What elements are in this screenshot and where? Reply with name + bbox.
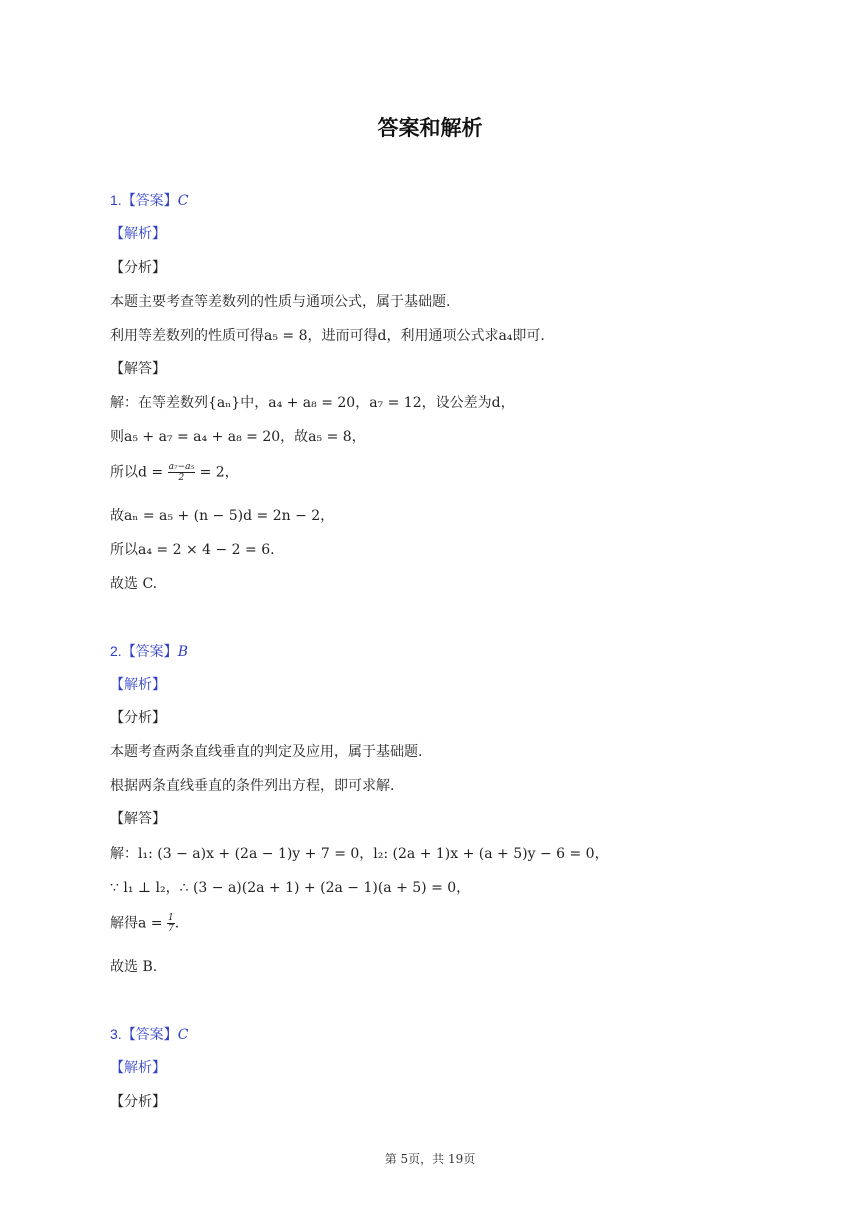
q1-jieda-label: 【解答】 — [110, 361, 166, 377]
q1-s3-suffix: = 2， — [199, 464, 239, 481]
q2-answer-tag: 【答案】 — [121, 644, 178, 660]
q3-answer-tag: 【答案】 — [121, 1027, 178, 1043]
q3-answer-value: C — [177, 1027, 189, 1043]
q2-fraction-denominator: 7 — [167, 924, 174, 934]
q2-answer-line — [110, 641, 188, 662]
q1-answer-tag: 【答案】 — [121, 193, 178, 209]
q1-solution-line-2: 则a₅ + a₇ = a₄ + a₈ = 20，故a₅ = 8， — [110, 429, 366, 445]
q2-fenxi-label: 【分析】 — [110, 710, 166, 726]
q1-solution-line-4: 故aₙ = a₅ + (n − 5)d = 2n − 2， — [110, 508, 335, 524]
q1-fraction — [168, 462, 196, 483]
q1-solution-line-3 — [110, 462, 239, 483]
q1-fenxi-label: 【分析】 — [110, 260, 166, 276]
q2-jiexi-label: 【解析】 — [110, 677, 166, 693]
q2-number: 2. — [110, 643, 122, 659]
q2-solution-line-1: 解：l₁: (3 − a)x + (2a − 1)y + 7 = 0，l₂: (2a + 1)x + (a + 5)y − 6 = 0， — [110, 846, 609, 862]
q2-fraction — [167, 913, 175, 934]
q1-solution-line-6: 故选 C. — [110, 576, 158, 592]
q3-fenxi-label: 【分析】 — [110, 1094, 166, 1110]
page-footer: 第 5页，共 19页 — [384, 1152, 476, 1166]
q1-number: 1. — [110, 192, 122, 208]
q2-s3-prefix: 解得a = — [110, 915, 163, 932]
q1-solution-line-1: 解：在等差数列{aₙ}中，a₄ + a₈ = 20，a₇ = 12，设公差为d， — [110, 395, 515, 411]
q2-fenxi-line-2: 根据两条直线垂直的条件列出方程，即可求解. — [110, 778, 395, 794]
q2-solution-line-4: 故选 B. — [110, 959, 158, 975]
q3-number: 3. — [110, 1026, 122, 1042]
q2-s3-suffix: . — [174, 915, 180, 932]
q1-answer-value: C — [177, 193, 189, 209]
q1-fenxi-line-1: 本题主要考查等差数列的性质与通项公式，属于基础题. — [110, 294, 451, 310]
q2-fenxi-line-1: 本题考查两条直线垂直的判定及应用，属于基础题. — [110, 744, 423, 760]
q1-jiexi-label: 【解析】 — [110, 226, 166, 242]
q1-s3-prefix: 所以d = — [110, 464, 164, 481]
q1-fraction-denominator: 2 — [178, 473, 185, 483]
q2-answer-value: B — [177, 644, 188, 660]
q2-solution-line-2: ∵ l₁ ⊥ l₂，∴ (3 − a)(2a + 1) + (2a − 1)(a + 5) = 0， — [110, 880, 471, 896]
q2-jieda-label: 【解答】 — [110, 811, 166, 827]
page-title: 答案和解析 — [377, 116, 483, 140]
q2-fraction-numerator: 1 — [167, 913, 174, 923]
q3-jiexi-label: 【解析】 — [110, 1060, 166, 1076]
q1-solution-line-5: 所以a₄ = 2 × 4 − 2 = 6. — [110, 542, 275, 558]
q1-fenxi-line-2: 利用等差数列的性质可得a₅ = 8，进而可得d，利用通项公式求a₄即可. — [110, 328, 545, 344]
q1-answer-line — [110, 190, 188, 211]
q2-solution-line-3 — [110, 913, 179, 934]
q1-fraction-numerator: a₇−a₅ — [168, 462, 195, 472]
q3-answer-line — [110, 1024, 188, 1045]
